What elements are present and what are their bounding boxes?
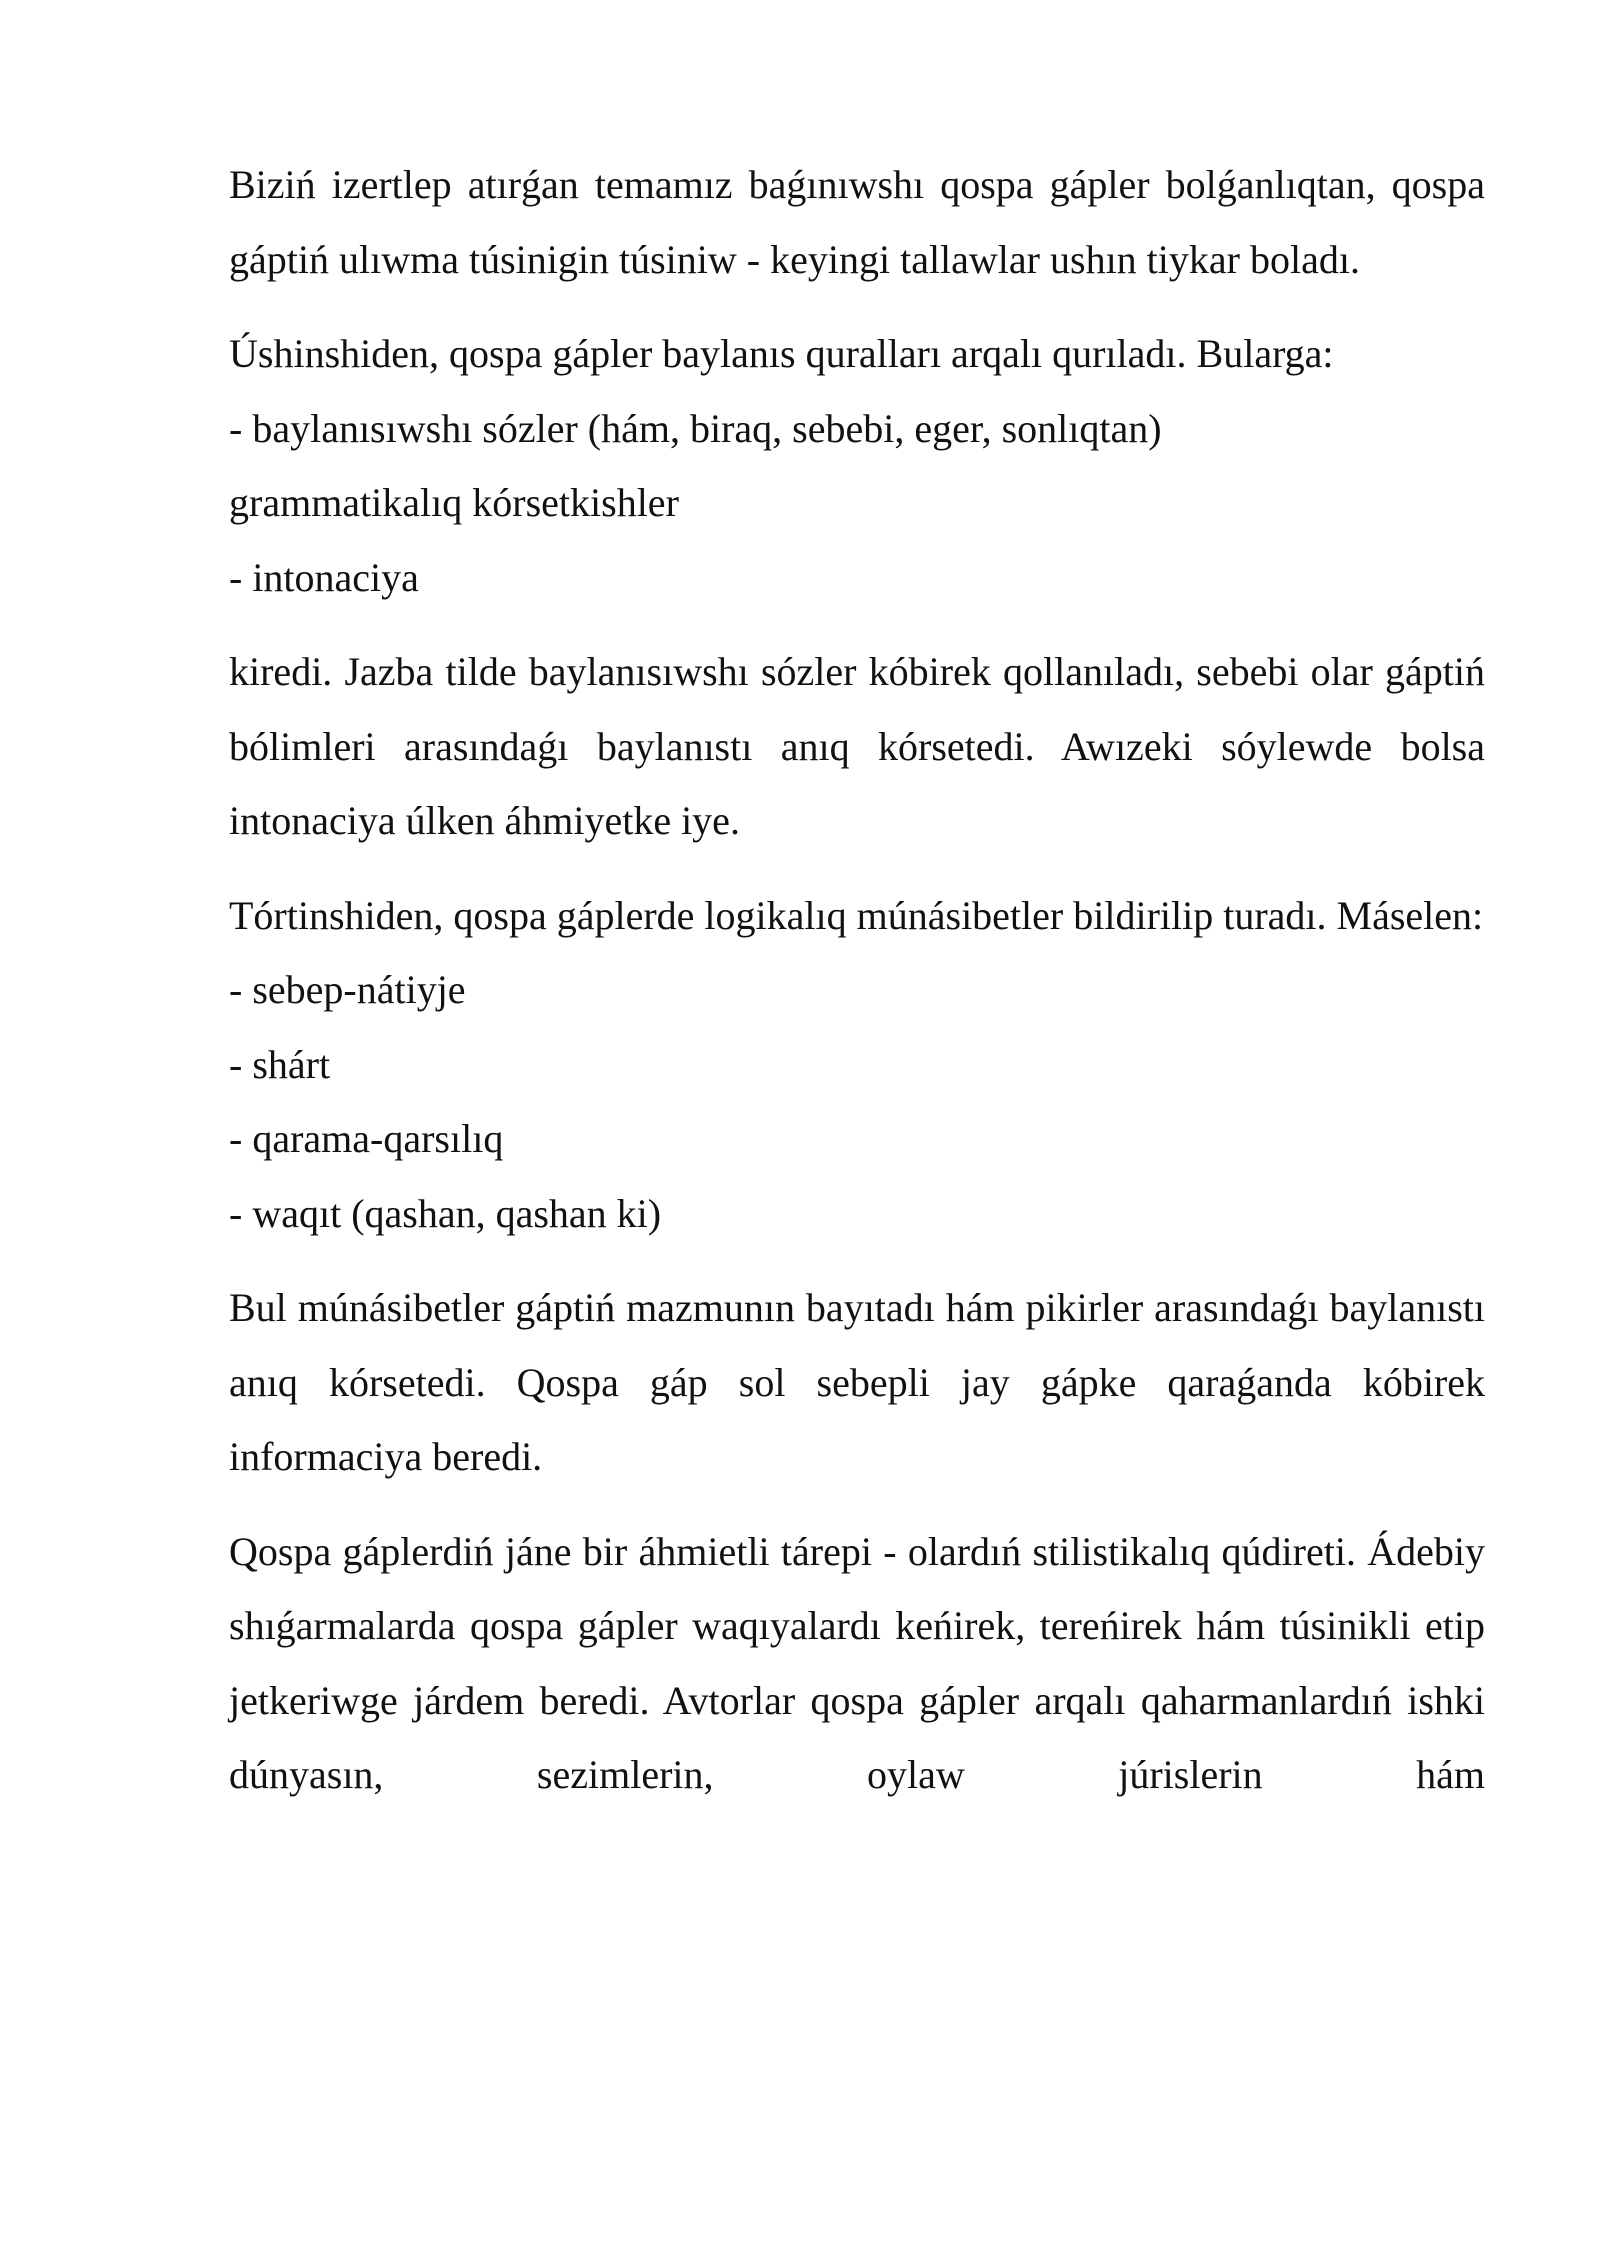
list-item-connective-words: - baylanısıwshı sózler (hám, biraq, sebebi, eger, sonlıqtan) [229,405,1162,451]
document-body [229,148,1485,1813]
paragraph-relations: Bul múnásibetler gáptiń mazmunın bayıtadı hám pikirler arasındaǵı baylanıstı anıq kórsetedi. Qospa gáp sol sebepli jay gápke qaraǵanda kóbirek informaciya beredi. [229,1285,1485,1479]
list-item-grammatical-markers: grammatikalıq kórsetkishler [229,480,679,525]
list-item-intonation: - intonaciya [229,554,419,600]
paragraph-usage: kiredi. Jazba tilde baylanısıwshı sózler kóbirek qollanıladı, sebebi olar gáptiń bólimleri arasındaǵı baylanıstı anıq kórsetedi. Awızeki sóylewde bolsa intonaciya úlken áhmiyetke iye. [229,649,1485,843]
paragraph-stylistic: Qospa gáplerdiń jáne bir áhmietli tárepi - olardıń stilistikalıq qúdireti. Ádebiy shıǵarmalarda qospa gápler waqıyalardı keńirek, tereńirek hám túsinikli etip jetkeriwge járdem beredi. Avtorlar qospa gápler arqalı qaharmanlardıń ishki dúnyasın, sezimlerin, oylaw júrislerin hám [229,1528,1485,1797]
list-item-condition: - shárt [229,1041,331,1087]
list-item-contrast: - qarama-qarsılıq [229,1116,504,1161]
list-item-cause-effect: - sebep-nátiyje [229,967,466,1012]
paragraph-third-point: Úshinshiden, qospa gápler baylanıs quralları arqalı qurıladı. Bularga: [229,331,1334,376]
paragraph-intro: Biziń izertlep atırǵan temamız baǵınıwshı qospa gápler bolǵanlıqtan, qospa gáptiń ulıwma túsinigin túsiniw - keyingi tallawlar ushın tiykar boladı. [229,162,1485,282]
paragraph-fourth-point: Tórtinshiden, qospa gáplerde logikalıq múnásibetler bildirilip turadı. Máselen: [229,892,1484,938]
list-item-time: - waqıt (qashan, qashan ki) [229,1190,662,1236]
